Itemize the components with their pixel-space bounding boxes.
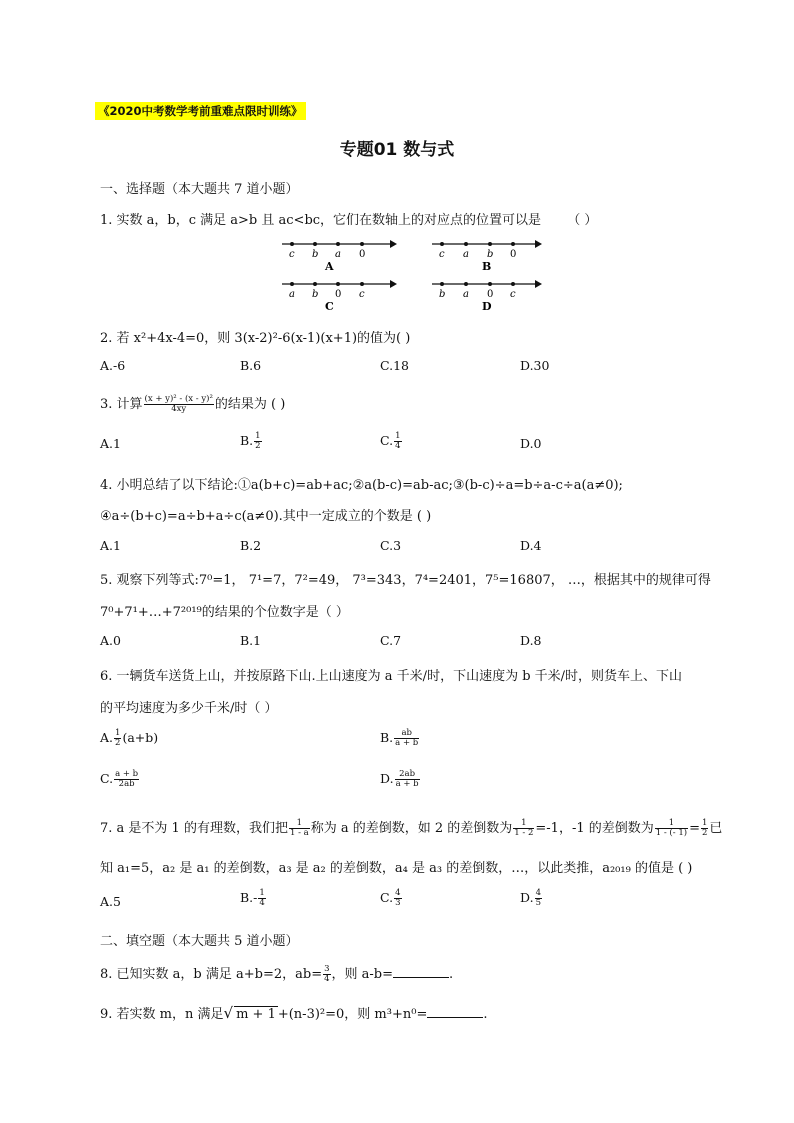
q6-a-den: 2 [115,737,121,748]
axis-d-caption: D [482,300,492,312]
q6-d-label: D. [380,770,394,786]
number-line-a [282,240,397,273]
q4-option-c: C.3 [380,538,402,553]
axis-a-label: a [335,249,341,260]
q6-c-label: C. [100,770,114,786]
q8-post: ，则 a-b= [331,967,394,982]
q4-line2: ④a÷(b+c)=a÷b+a÷c(a≠0).其中一定成立的个数是 ( ) [100,509,432,524]
q3-b-den: 2 [255,440,261,451]
axis-a-label: 0 [359,249,366,260]
q4-option-b: B.2 [240,538,262,553]
q6-b-den: a + b [395,737,419,748]
q3-post: 的结果为 ( ) [214,397,286,412]
q7-f3-den: 1 - (- 1) [655,828,688,838]
axis-b-label: c [439,249,445,260]
q7-c-den: 3 [395,897,401,908]
q9-post: +(n-3)²=0，则 m³+n⁰= [277,1007,428,1022]
q7-b-label: B.- [240,889,258,905]
q2-option-d: D.30 [520,358,550,373]
axis-c-label: a [289,289,295,300]
q7-f2-den: 1 - 2 [514,828,534,838]
q8-pre: 8. 已知实数 a，b 满足 a+b=2，ab= [100,967,323,982]
q7-c-label: C. [380,889,394,905]
q6-c-num: a + b [115,769,139,779]
q3-text [100,393,285,414]
q5-option-d: D.8 [520,633,542,648]
axis-d-label: 0 [487,289,494,300]
number-line-b [432,240,542,273]
axis-d-label: a [463,289,469,300]
q4-option-d: D.4 [520,538,542,553]
q7-option-b [240,889,267,908]
q6-line1: 6. 一辆货车送货上山，并按原路下山.上山速度为 a 千米/时，下山速度为 b 千米/时，则货车上、下山 [100,669,683,684]
q7-d-label: D. [520,889,534,905]
page-title: 专题01 数与式 [339,140,455,160]
q2-text: 2. 若 x²+4x-4=0，则 3(x-2)²-6(x-1)(x+1)的值为( ) [100,331,411,346]
q7-d-den: 5 [535,897,541,908]
axis-c-label: c [359,289,365,300]
q3-frac-num: (x + y)² - (x - y)² [144,394,213,405]
q8-num: 3 [324,964,330,975]
axis-a-label: b [312,249,319,260]
q7-f4-num: 1 [701,818,708,829]
axis-a-label: c [289,249,295,260]
q1-stem: 1. 实数 a，b，c 满足 a>b 且 ac<bc，它们在数轴上的对应点的位置可以是 [100,213,542,228]
number-line-c [282,280,397,312]
axis-b-caption: B [482,260,492,273]
section-choice-heading: 一、选择题（本大题共 7 道小题） [100,182,299,197]
q6-line2: 的平均速度为多少千米/时（ ） [100,701,278,716]
q7-f4-den: 2 [701,828,708,838]
q7-f1-num: 1 [289,819,310,829]
q6-c-den: 2ab [118,778,135,789]
section-fill-heading: 二、填空题（本大题共 5 道小题） [100,934,299,949]
q3-option-d: D.0 [520,436,542,451]
axis-d-label: c [510,289,516,300]
q6-b-num: ab [394,729,419,739]
q7-d-num: 4 [535,888,541,898]
q8-text [100,963,453,984]
q9-sqrt: m + 1 [236,1007,276,1022]
q2-option-c: C.18 [380,358,409,373]
q7-option-d [520,889,543,908]
series-banner: 《2020中考数学考前重难点限时训练》 [95,102,306,120]
q5-line2: 7⁰+7¹+…+7²⁰¹⁹的结果的个位数字是（ ） [100,605,349,620]
q3-c-den: 4 [395,440,401,451]
q7-l1d: = [689,821,700,836]
axis-b-label: a [463,249,469,260]
q9-text: 9. 若实数 m，n 满足√ m + 1 +(n-3)²=0，则 m³+n⁰= . [100,1004,488,1022]
axis-b-label: 0 [510,249,517,260]
q3-option-c-label: C. [380,432,394,448]
q6-option-a [100,729,158,748]
q7-option-c [380,889,403,908]
q9-pre: 9. 若实数 m，n 满足 [100,1007,224,1022]
q5-option-b: B.1 [240,633,262,648]
q6-option-d [380,770,421,789]
q7-l1e: 已 [709,821,723,836]
axis-d-label: b [439,289,446,300]
q7-b-den: 4 [259,897,265,908]
q8-answer-blank[interactable] [393,965,449,978]
q7-f1-den: 1 - a [289,828,309,838]
q7-option-a: A.5 [100,894,121,909]
axis-c-label: 0 [335,289,342,300]
q8-end: . [449,967,454,982]
q8-den: 4 [324,974,330,984]
q7-l1b: 称为 a 的差倒数，如 2 的差倒数为 [310,821,513,836]
q6-a-label: A. [100,729,114,745]
q7-line2: 知 a₁=5，a₂ 是 a₁ 的差倒数，a₃ 是 a₂ 的差倒数，a₄ 是 a₃ 的差倒数，…，以此类推，a₂₀₁₉ 的值是 ( ) [100,861,693,876]
q3-fraction [144,395,214,414]
q3-option-b-label: B. [240,432,254,448]
q2-option-b: B.6 [240,358,262,373]
q1-text [100,209,597,228]
q6-d-den: a + b [395,778,419,789]
q7-f2-num: 1 [513,819,534,829]
q3-option-b [240,432,263,451]
q6-a-num: 1 [115,728,121,738]
axis-b-label: b [487,249,494,260]
q7-l1c: =-1，-1 的差倒数为 [535,821,654,836]
q6-b-label: B. [380,729,394,745]
q1-number-lines [270,236,560,312]
q5-line1: 5. 观察下列等式:7⁰=1， 7¹=7，7²=49， 7³=343，7⁴=2401，7⁵=16807， …，根据其中的规律可得 [100,573,711,588]
q7-b-num: 1 [259,888,265,898]
q3-c-num: 1 [395,431,401,441]
axis-c-caption: C [325,300,334,312]
q9-end: . [483,1007,488,1022]
q3-option-c [380,432,403,451]
q3-b-num: 1 [255,431,261,441]
q7-f3-num: 1 [655,819,688,829]
q4-line1: 4. 小明总结了以下结论:①a(b+c)=ab+ac;②a(b-c)=ab-ac;③(b-c)÷a=b÷a-c÷a(a≠0); [100,478,623,493]
q6-d-num: 2ab [395,770,420,780]
q1-paren: （ ） [567,213,598,228]
q7-c-num: 4 [395,888,401,898]
q7-line1 [100,817,722,838]
q6-a-post: (a+b) [122,729,159,745]
axis-a-caption: A [325,260,334,273]
q2-option-a: A.-6 [100,358,126,373]
axis-c-label: b [312,289,319,300]
q5-option-c: C.7 [380,633,402,648]
number-line-d [432,280,542,312]
q5-option-a: A.0 [100,633,121,648]
q6-option-c [100,770,140,789]
q3-pre: 3. 计算 [100,397,143,412]
q3-frac-den: 4xy [171,404,187,414]
q6-option-b [380,729,420,748]
q7-l1a: 7. a 是不为 1 的有理数，我们把 [100,821,288,836]
q3-option-a: A.1 [100,436,121,451]
q4-option-a: A.1 [100,538,121,553]
q9-answer-blank[interactable] [427,1005,483,1018]
